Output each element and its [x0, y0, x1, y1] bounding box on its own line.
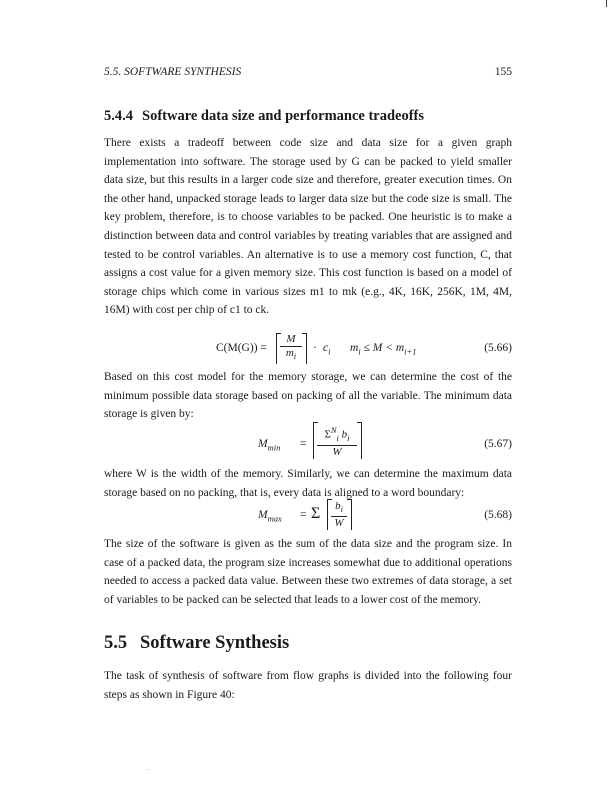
page-edge-mark	[606, 0, 607, 7]
paragraph-synthesis-steps: The task of synthesis of software from flow graphs is divided into the following four steps as shown in Figure 40:	[104, 670, 512, 701]
header-section-title: 5.5. SOFTWARE SYNTHESIS	[104, 66, 242, 78]
eq1-fraction	[280, 333, 302, 363]
eq2-sum-sup: N	[330, 425, 337, 435]
eq1-numerator: M	[286, 333, 296, 345]
running-header	[104, 66, 512, 82]
eq1-den-sub: i	[293, 351, 297, 362]
eq3-numerator	[331, 500, 347, 516]
scan-speck	[148, 769, 149, 770]
eq2-sum-sub: i	[336, 432, 339, 443]
eq1-cond-var: m	[350, 342, 359, 354]
equation-5-67	[104, 420, 512, 466]
eq1-cond-sub: i	[358, 346, 361, 357]
paragraph-max-storage: where W is the width of the memory. Similarly, we can determine the maximum data storage based on no packing, that is, every data is aligned to a word boundary:	[104, 468, 512, 499]
section-heading	[104, 633, 289, 654]
eq1-ceil-right	[302, 333, 307, 364]
eq2-sum: Σ	[324, 428, 331, 441]
paragraph-software-size: The size of the software is given as the sum of the data size and the program size. In case of a packed data, the program size increases somewhat due to additional operations needed to access a packed data value. Between these two extremes of data storage, a set of variables to be packed can be selected that leads to a lower cost of the memory.	[104, 538, 512, 606]
eq3-denominator: W	[331, 516, 347, 530]
eq1-cond-sub2: i+1	[404, 346, 417, 357]
eq3-lhs-var: M	[258, 509, 268, 521]
eq3-ceil-right	[347, 499, 352, 530]
eq2-b-sub: i	[347, 432, 350, 443]
eq1-number: (5.66)	[484, 342, 512, 354]
eq2-number: (5.67)	[484, 438, 512, 450]
eq2-ceil-right	[357, 422, 362, 459]
eq2-numerator	[317, 424, 357, 445]
eq3-lhs-sub: max	[267, 513, 282, 524]
subsection-number: 5.4.4	[104, 108, 133, 124]
eq1-cost-sub: i	[328, 346, 331, 357]
eq3-number: (5.68)	[484, 509, 512, 521]
subsection-heading	[104, 108, 424, 125]
eq3-equals: =	[300, 509, 307, 521]
paragraph-cost-model: Based on this cost model for the memory storage, we can determine the cost of the minimum possible data storage based on packing of all the variable. The minimum data storage is given by:	[104, 371, 512, 421]
eq3-lhs	[258, 509, 282, 523]
eq2-lhs-var: M	[258, 438, 268, 450]
eq2-b: b	[341, 428, 348, 441]
eq1-cond-relation: ≤ M < m	[363, 342, 405, 354]
section-title: Software Synthesis	[140, 633, 290, 653]
eq2-lhs	[258, 438, 280, 452]
eq1-condition	[350, 342, 417, 356]
eq2-equals: =	[300, 438, 307, 450]
eq1-cost-var: c	[323, 342, 329, 354]
page-number: 155	[494, 66, 512, 78]
eq3-sum: Σ	[311, 505, 321, 522]
section-number: 5.5	[104, 633, 128, 653]
subsection-title: Software data size and performance tradeoffs	[142, 108, 425, 124]
eq3-b: b	[335, 500, 341, 512]
eq1-lhs: C(M(G)) =	[216, 342, 267, 354]
eq2-denominator: W	[317, 445, 357, 459]
eq1-den-var: m	[285, 347, 294, 359]
eq3-b-sub: i	[340, 504, 343, 515]
equation-5-66	[104, 329, 512, 369]
eq1-cdot: ·	[313, 342, 317, 354]
equation-5-68	[104, 497, 512, 537]
eq2-lhs-sub: min	[267, 442, 281, 453]
eq1-denominator	[280, 346, 302, 363]
eq1-cost	[323, 342, 330, 356]
paragraph-tradeoff: There exists a tradeoff between code size and data size for a given graph implementation into software. The storage used by G can be packed to yield smaller data size, but this results in a larger code size and therefore, greater execution times. On the other hand, unpacked storage leads to larger data size but the code size is small. The key problem, therefore, is to choose variables to be packed. One heuristic is to make a distinction between data and control variables by treating variables that are assigned and tested to be control variables. An alternative is to use a memory cost function, C, that assigns a cost value for a given memory size. This cost function is based on a model of storage chips which come in various sizes m1 to mk (e.g., 4K, 16K, 256K, 1M, 4M, 16M) with cost per chip of c1 to ck.	[104, 137, 512, 317]
eq2-fraction	[317, 424, 357, 459]
eq3-fraction	[331, 500, 347, 530]
